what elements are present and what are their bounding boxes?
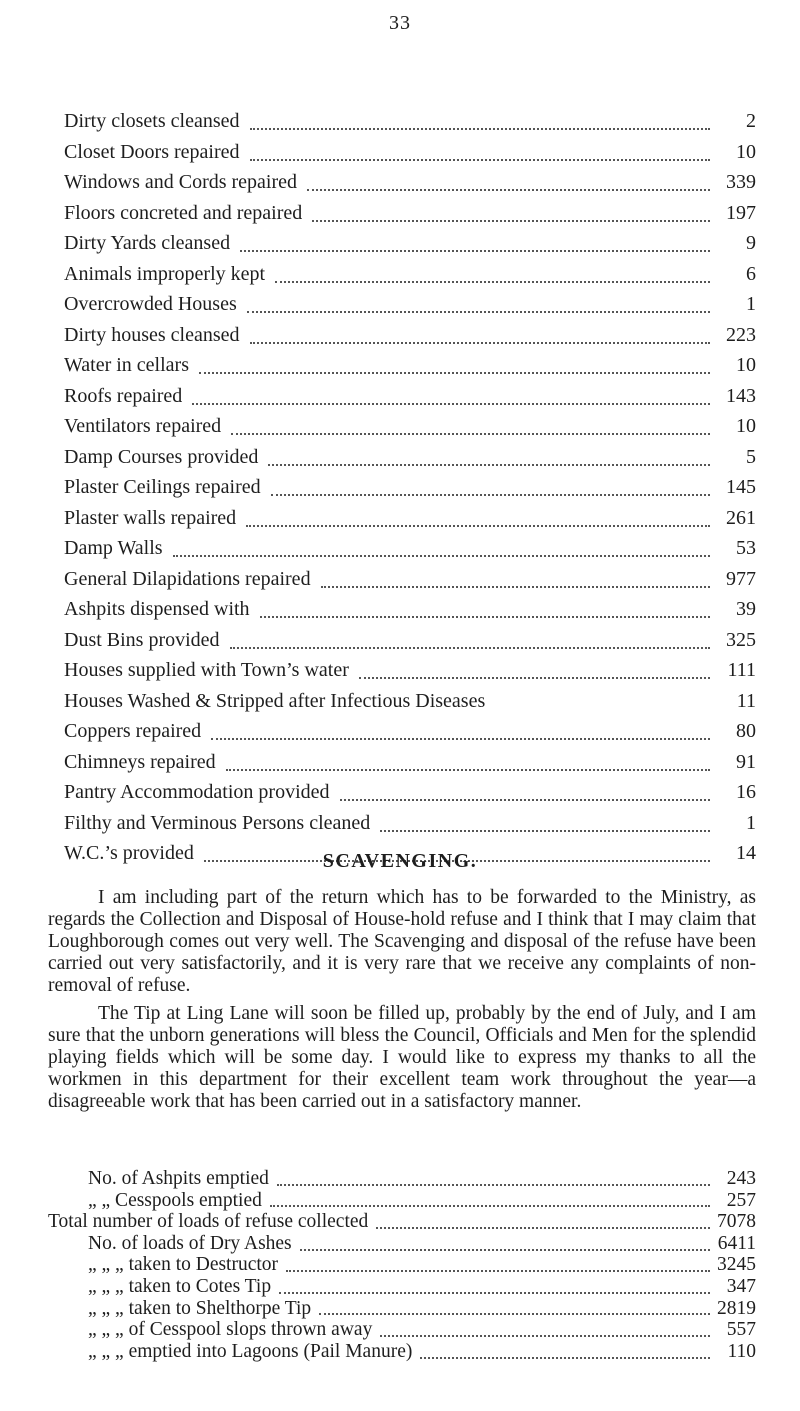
item-value: 16 — [736, 781, 756, 803]
scavenging-stats — [48, 1168, 756, 1362]
stat-value: 3245 — [717, 1254, 756, 1276]
item-label: Plaster walls repaired — [64, 506, 237, 529]
leader-dots — [268, 464, 710, 466]
leader-dots — [321, 586, 710, 588]
list-item — [64, 381, 756, 412]
leader-dots — [270, 1205, 710, 1207]
item-label: Dirty closets cleansed — [64, 110, 240, 132]
item-value: 5 — [746, 445, 756, 468]
stat-row — [48, 1168, 756, 1190]
item-value: 339 — [726, 171, 756, 193]
item-label: Ventilators repaired — [64, 415, 222, 437]
item-value: 261 — [726, 506, 756, 529]
item-label: Plaster Ceilings repaired — [64, 476, 261, 498]
item-value: 14 — [736, 842, 756, 864]
item-label: Overcrowded Houses — [64, 293, 237, 315]
list-item — [64, 137, 756, 168]
list-item — [64, 503, 756, 534]
leader-dots — [250, 159, 710, 161]
sanitary-work-list — [64, 106, 756, 869]
item-value: 1 — [746, 811, 756, 834]
item-value: 143 — [726, 384, 756, 407]
list-item — [64, 747, 756, 778]
item-label: Damp Courses provided — [64, 445, 259, 468]
stat-label: „ „ „ of Cesspool slops thrown away — [88, 1319, 373, 1341]
leader-dots — [420, 1357, 710, 1359]
item-value: 9 — [746, 232, 756, 254]
stat-label: „ „ „ taken to Destructor — [88, 1254, 279, 1276]
item-label: Water in cellars — [64, 354, 189, 376]
stat-value: 6411 — [717, 1232, 756, 1254]
leader-dots — [173, 555, 710, 557]
leader-dots — [286, 1270, 710, 1272]
stat-label: „ „ „ taken to Shelthorpe Tip — [88, 1297, 312, 1319]
leader-dots — [312, 220, 710, 222]
item-label: Ashpits dispensed with — [64, 598, 250, 620]
list-item — [64, 594, 756, 625]
page-number: 33 — [389, 12, 411, 34]
item-value: 2 — [746, 110, 756, 132]
stat-label: „ „ „ emptied into Lagoons (Pail Manure) — [88, 1340, 413, 1362]
item-label: Coppers repaired — [64, 720, 202, 742]
leader-dots — [307, 189, 710, 191]
stat-row — [48, 1276, 756, 1298]
item-value: 10 — [736, 354, 756, 376]
leader-dots — [231, 433, 710, 435]
list-item — [64, 655, 756, 686]
item-label: General Dilapidations repaired — [64, 567, 311, 590]
item-label: Houses supplied with Town’s water — [64, 659, 349, 681]
stat-row — [48, 1211, 756, 1233]
item-label: Closet Doors repaired — [64, 140, 240, 163]
stat-label: „ „ „ taken to Cotes Tip — [88, 1275, 272, 1297]
stat-row — [48, 1233, 756, 1255]
list-item — [64, 320, 756, 351]
item-value: 91 — [736, 750, 756, 773]
item-value: 80 — [736, 720, 756, 742]
leader-dots — [380, 1335, 710, 1337]
stat-value: 7078 — [717, 1211, 756, 1233]
stat-row — [48, 1190, 756, 1212]
stat-value: 110 — [727, 1340, 756, 1362]
list-item — [64, 289, 756, 320]
item-label: Animals improperly kept — [64, 262, 266, 285]
list-item — [64, 777, 756, 808]
list-item — [64, 198, 756, 229]
item-label: W.C.’s provided — [64, 842, 194, 864]
item-label: Houses Washed & Stripped after Infectious Diseases — [64, 689, 486, 712]
leader-dots — [380, 830, 710, 832]
item-label: Chimneys repaired — [64, 750, 216, 773]
item-label: Floors concreted and repaired — [64, 201, 303, 224]
item-value: 6 — [746, 262, 756, 285]
stat-label: No. of loads of Dry Ashes — [88, 1232, 292, 1254]
item-label: Windows and Cords repaired — [64, 171, 298, 193]
leader-dots — [240, 250, 710, 252]
list-item — [64, 228, 756, 259]
leader-dots — [250, 128, 711, 130]
item-value: 1 — [746, 293, 756, 315]
list-item — [64, 564, 756, 595]
list-item — [64, 533, 756, 564]
item-value: 10 — [736, 415, 756, 437]
stat-value: 347 — [726, 1275, 756, 1297]
stat-label: „ „ Cesspools emptied — [88, 1189, 262, 1211]
list-item — [64, 716, 756, 747]
list-item — [64, 808, 756, 839]
list-item — [64, 472, 756, 503]
item-value: 145 — [726, 476, 756, 498]
leader-dots — [247, 311, 710, 313]
item-value: 197 — [726, 201, 756, 224]
leader-dots — [192, 403, 710, 405]
item-value: 111 — [727, 659, 756, 681]
stat-value: 557 — [726, 1319, 756, 1341]
stat-row — [48, 1254, 756, 1276]
list-item — [64, 442, 756, 473]
item-label: Roofs repaired — [64, 384, 183, 407]
leader-dots — [260, 616, 710, 618]
item-value: 11 — [736, 689, 756, 712]
item-value: 53 — [736, 537, 756, 559]
item-label: Damp Walls — [64, 537, 163, 559]
list-item — [64, 625, 756, 656]
stat-row — [48, 1341, 756, 1363]
item-label: Dirty houses cleansed — [64, 323, 240, 346]
list-item — [64, 411, 756, 442]
leader-dots — [279, 1292, 710, 1294]
leader-dots — [359, 677, 710, 679]
list-item — [64, 350, 756, 381]
item-label: Pantry Accommodation provided — [64, 781, 330, 803]
leader-dots — [277, 1184, 710, 1186]
stat-label: No. of Ashpits emptied — [88, 1168, 269, 1189]
leader-dots — [250, 342, 710, 344]
stat-label: Total number of loads of refuse collected — [48, 1211, 369, 1233]
item-value: 325 — [726, 628, 756, 651]
stat-value: 2819 — [717, 1297, 756, 1319]
leader-dots — [226, 769, 710, 771]
stat-value: 257 — [726, 1189, 756, 1211]
list-item — [64, 106, 756, 137]
section-heading: SCAVENGING. — [322, 850, 478, 872]
stat-value: 243 — [726, 1168, 756, 1189]
leader-dots — [271, 494, 710, 496]
item-label: Dust Bins provided — [64, 628, 220, 651]
list-item — [64, 686, 756, 717]
leader-dots — [246, 525, 710, 527]
paragraph-tip: The Tip at Ling Lane will soon be filled up, probably by the end of July, and I am sure that the unborn generations will bless the Council, Officials and Men for the splendid playing fields which will be some day. I would like to express my thanks to all the workmen in this department for their excellent team work throughout the year—a disagreeable work that has been carried out in a satisfactory manner. — [48, 1003, 756, 1112]
list-item — [64, 167, 756, 198]
item-value: 977 — [726, 567, 756, 590]
leader-dots — [300, 1249, 710, 1251]
stat-row — [48, 1298, 756, 1320]
leader-dots — [319, 1313, 710, 1315]
paragraph-collection: I am including part of the return which has to be forwarded to the Ministry, as regards the Collection and Disposal of House-hold refuse and I think that I may claim that Loughborough comes out very well. The Scavenging and disposal of the refuse have been carried out very satisfactorily, and it is very rare that we receive any complaints of non-removal of refuse. — [48, 887, 756, 996]
item-label: Filthy and Verminous Persons cleaned — [64, 811, 371, 834]
stat-row — [48, 1319, 756, 1341]
list-item — [64, 259, 756, 290]
leader-dots — [376, 1227, 710, 1229]
item-value: 10 — [736, 140, 756, 163]
leader-dots — [275, 281, 710, 283]
leader-dots — [211, 738, 710, 740]
item-label: Dirty Yards cleansed — [64, 232, 231, 254]
leader-dots — [340, 799, 710, 801]
leader-dots — [230, 647, 710, 649]
item-value: 39 — [736, 598, 756, 620]
item-value: 223 — [726, 323, 756, 346]
leader-dots — [199, 372, 710, 374]
